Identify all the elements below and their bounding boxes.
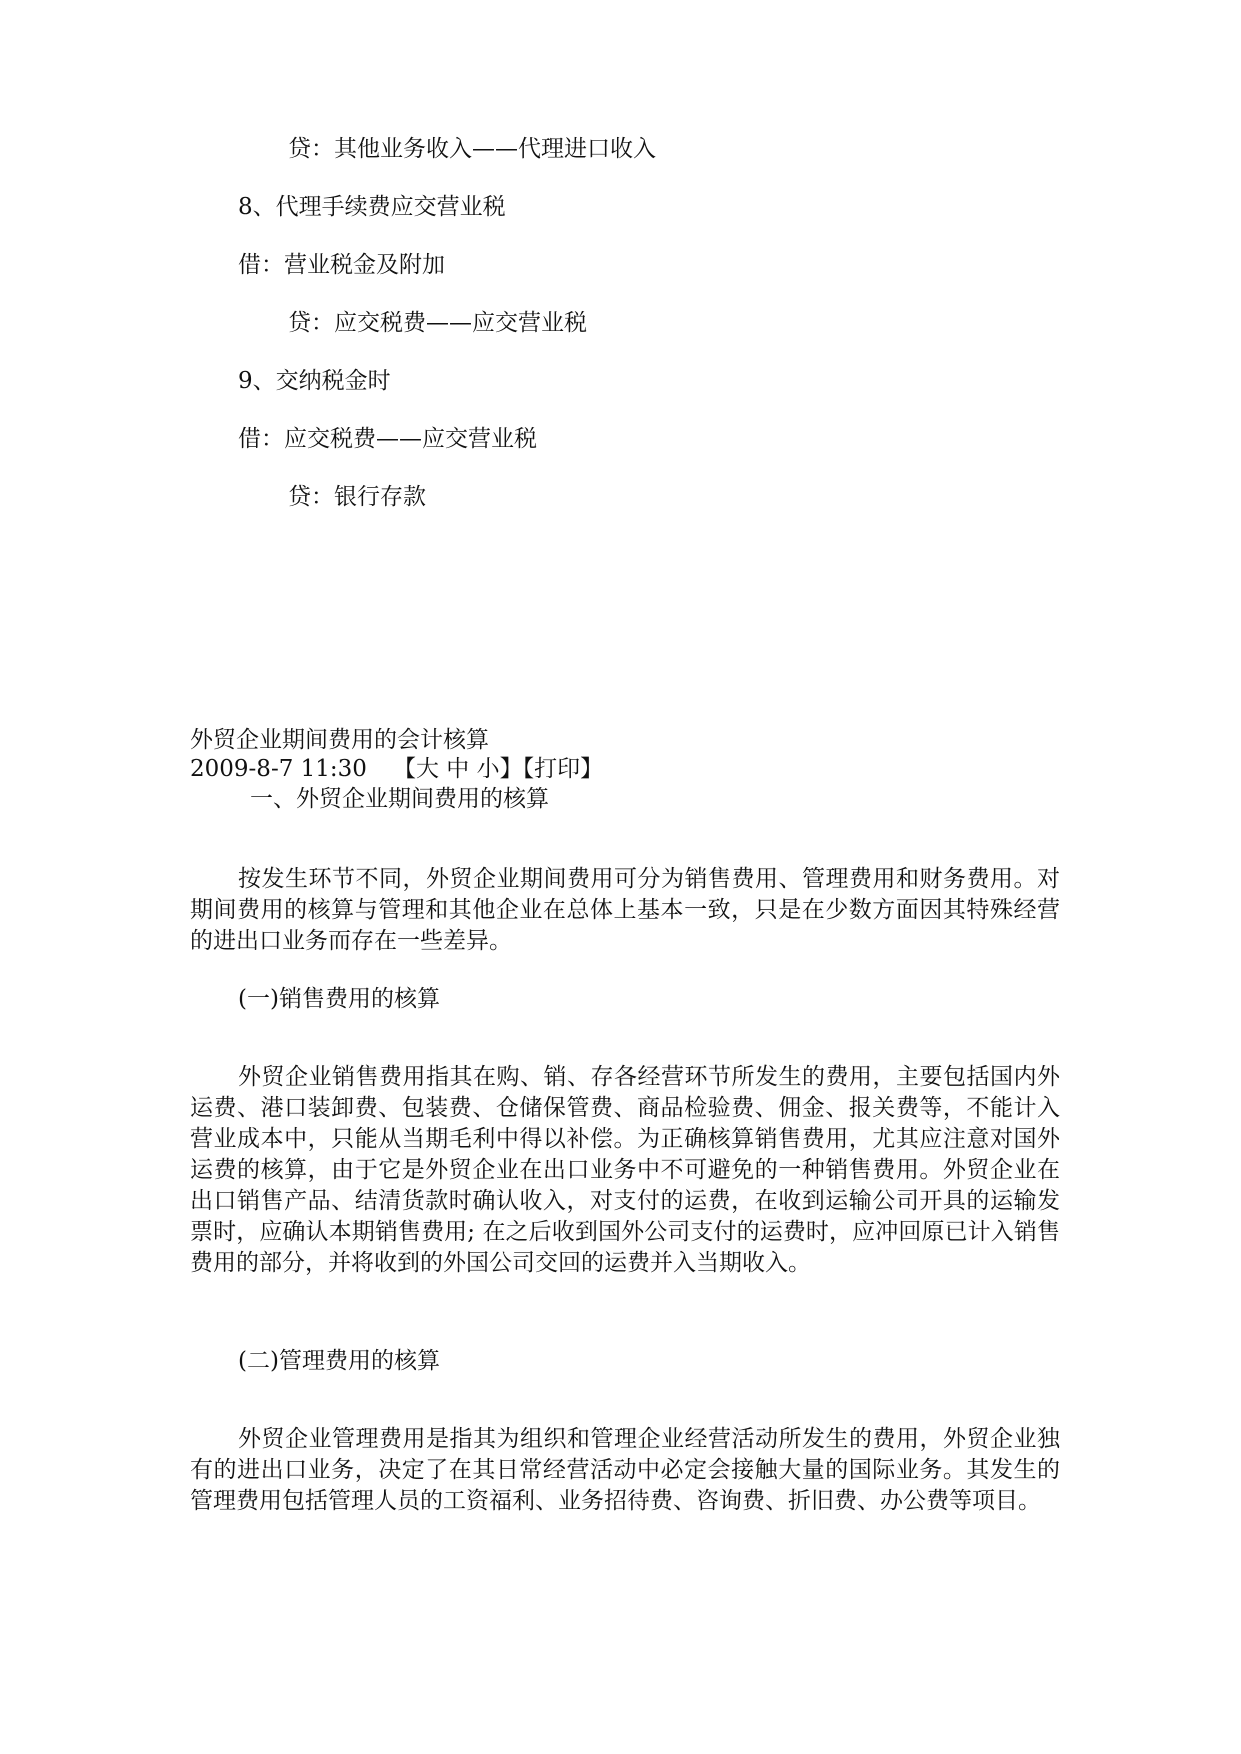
article-date: 2009-8-7 11:30: [190, 756, 367, 782]
sub2-heading: (二)管理费用的核算: [238, 1348, 440, 1374]
entry-debit-tax-payable: 借：应交税费——应交营业税: [238, 426, 537, 452]
intro-paragraph: [190, 864, 1060, 957]
article-title: 外贸企业期间费用的会计核算: [190, 727, 489, 753]
entry-step-9: 9、交纳税金时: [238, 368, 391, 394]
entry-credit-bank: 贷：银行存款: [288, 484, 426, 510]
entry-step-8: 8、代理手续费应交营业税: [238, 194, 506, 220]
entry-debit-business-tax: 借：营业税金及附加: [238, 252, 445, 278]
intro-text: 按发生环节不同，外贸企业期间费用可分为销售费用、管理费用和财务费用。对期间费用的核算与管理和其他企业在总体上基本一致，只是在少数方面因其特殊经营的进出口业务而存在一些差异。: [190, 866, 1060, 954]
entry-credit-agency-income: 贷：其他业务收入——代理进口收入: [288, 136, 656, 162]
font-size-controls[interactable]: 【大 中 小】【打印】: [393, 756, 604, 782]
sub2-text: 外贸企业管理费用是指其为组织和管理企业经营活动所发生的费用，外贸企业独有的进出口业务，决定了在其日常经营活动中必定会接触大量的国际业务。其发生的管理费用包括管理人员的工资福利、业务招待费、咨询费、折旧费、办公费等项目。: [190, 1426, 1060, 1514]
sub1-text: 外贸企业销售费用指其在购、销、存各经营环节所发生的费用，主要包括国内外运费、港口装卸费、包装费、仓储保管费、商品检验费、佣金、报关费等，不能计入营业成本中，只能从当期毛利中得以补偿。为正确核算销售费用，尤其应注意对国外运费的核算，由于它是外贸企业在出口业务中不可避免的一种销售费用。外贸企业在出口销售产品、结清货款时确认收入，对支付的运费，在收到运输公司开具的运输发票时，应确认本期销售费用; 在之后收到国外公司支付的运费时，应冲回原已计入销售费用的部分，并将收到的外国公司交回的运费并入当期收入。: [190, 1064, 1060, 1276]
entry-credit-tax-payable: 贷：应交税费——应交营业税: [288, 310, 587, 336]
section-heading: 一、外贸企业期间费用的核算: [250, 786, 549, 812]
sub1-heading: (一)销售费用的核算: [238, 986, 440, 1012]
sub1-paragraph: [190, 1062, 1060, 1279]
sub2-paragraph: [190, 1424, 1060, 1517]
